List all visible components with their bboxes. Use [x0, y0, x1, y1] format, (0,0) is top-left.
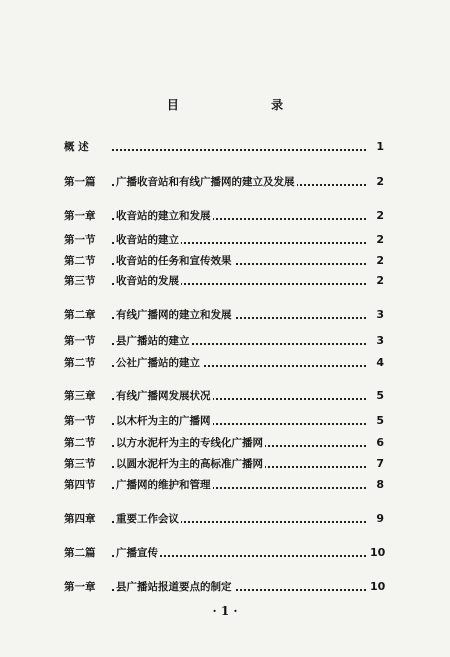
toc-entry-label: 第一章 [64, 581, 96, 593]
toc-entry-page: 10 [370, 546, 386, 559]
toc-entry-label: 第二节 [64, 357, 96, 369]
toc-entry-label: 第三节 [64, 275, 96, 287]
toc-entry-section-3-1[interactable] [64, 413, 384, 429]
toc-entry-overview[interactable] [64, 139, 384, 155]
toc-entry-page: 2 [370, 232, 384, 248]
toc-entry-page: 1 [370, 139, 384, 155]
toc-entry-label: 第三节 [64, 458, 96, 470]
toc-entry-title: 有线广播网发展状况 [116, 390, 211, 402]
toc-entry-title: 公社广播站的建立 [116, 357, 200, 369]
toc-entry-page: 4 [370, 355, 384, 371]
toc-entry-page: 6 [370, 435, 384, 451]
toc-entry-label: 第四节 [64, 479, 96, 491]
toc-entry-section-3-3[interactable] [64, 456, 384, 472]
toc-entry-title: 县广播站报道要点的制定 [116, 581, 232, 593]
toc-entry-section-3-2[interactable] [64, 435, 384, 451]
toc-entry-title: 广播收音站和有线广播网的建立及发展 [116, 176, 295, 188]
toc-entry-page: 2 [370, 174, 384, 190]
toc-entry-page: 2 [370, 208, 384, 224]
toc-entry-label: 第四章 [64, 513, 96, 525]
toc-entry-section-2-2[interactable] [64, 355, 384, 371]
toc-entry-title: 广播宣传 [116, 547, 158, 559]
toc-entry-chapter-2[interactable] [64, 307, 384, 323]
toc-entry-page: 3 [370, 333, 384, 349]
toc-entry-page: 5 [370, 413, 384, 429]
toc-entry-title: 以方水泥杆为主的专线化广播网 [116, 437, 263, 449]
toc-entry-page: 5 [370, 388, 384, 404]
toc-entry-title: 以圆水泥杆为主的高标准广播网 [116, 458, 263, 470]
page-title: 目 录 [166, 98, 328, 112]
toc-entry-label: 第二节 [64, 255, 96, 267]
toc-entry-chapter-4[interactable] [64, 511, 384, 527]
toc-entry-chapter-3[interactable] [64, 388, 384, 404]
toc-entry-page: 10 [370, 580, 386, 593]
toc-entry-title: 以木杆为主的广播网 [116, 415, 211, 427]
toc-entry-part-2-chapter-1[interactable] [64, 579, 384, 595]
toc-entry-label: 第二章 [64, 309, 96, 321]
toc-entry-label: 第一节 [64, 234, 96, 246]
toc-entry-label: 第一篇 [64, 176, 96, 188]
page-number: · 1 · [212, 604, 238, 618]
toc-entry-title: 收音站的任务和宣传效果 [116, 255, 232, 267]
toc-entry-title: 收音站的建立和发展 [116, 210, 211, 222]
toc-entry-section-1-1[interactable] [64, 232, 384, 248]
toc-entry-label: 第三章 [64, 390, 96, 402]
toc-entry-label: 第一章 [64, 210, 96, 222]
toc-entry-title: 收音站的发展 [116, 275, 179, 287]
toc-entry-page: 2 [370, 273, 384, 289]
toc-entry-section-1-2[interactable] [64, 253, 384, 269]
toc-entry-page: 7 [370, 456, 384, 472]
toc-entry-page: 2 [370, 253, 384, 269]
toc-entry-part-1[interactable] [64, 174, 384, 190]
toc-entry-chapter-1[interactable] [64, 208, 384, 224]
toc-entry-page: 9 [370, 511, 384, 527]
leader-dots [112, 149, 366, 151]
toc-entry-title: 收音站的建立 [116, 234, 179, 246]
toc-entry-section-1-3[interactable] [64, 273, 384, 289]
toc-entry-page: 8 [370, 477, 384, 493]
toc-entry-title: 重要工作会议 [116, 513, 179, 525]
toc-entry-title: 县广播站的建立 [116, 335, 190, 347]
toc-entry-page: 3 [370, 307, 384, 323]
toc-entry-section-2-1[interactable] [64, 333, 384, 349]
toc-entry-title: 有线广播网的建立和发展 [116, 309, 232, 321]
toc-entry-title: 广播网的维护和管理 [116, 479, 211, 491]
toc-entry-label: 第一节 [64, 335, 96, 347]
toc-entry-part-2[interactable] [64, 545, 384, 561]
toc-entry-label: 第一节 [64, 415, 96, 427]
toc-entry-label: 第二篇 [64, 547, 96, 559]
toc-entry-label: 第二节 [64, 437, 96, 449]
toc-entry-label: 概 述 [64, 141, 89, 153]
toc-entry-section-3-4[interactable] [64, 477, 384, 493]
